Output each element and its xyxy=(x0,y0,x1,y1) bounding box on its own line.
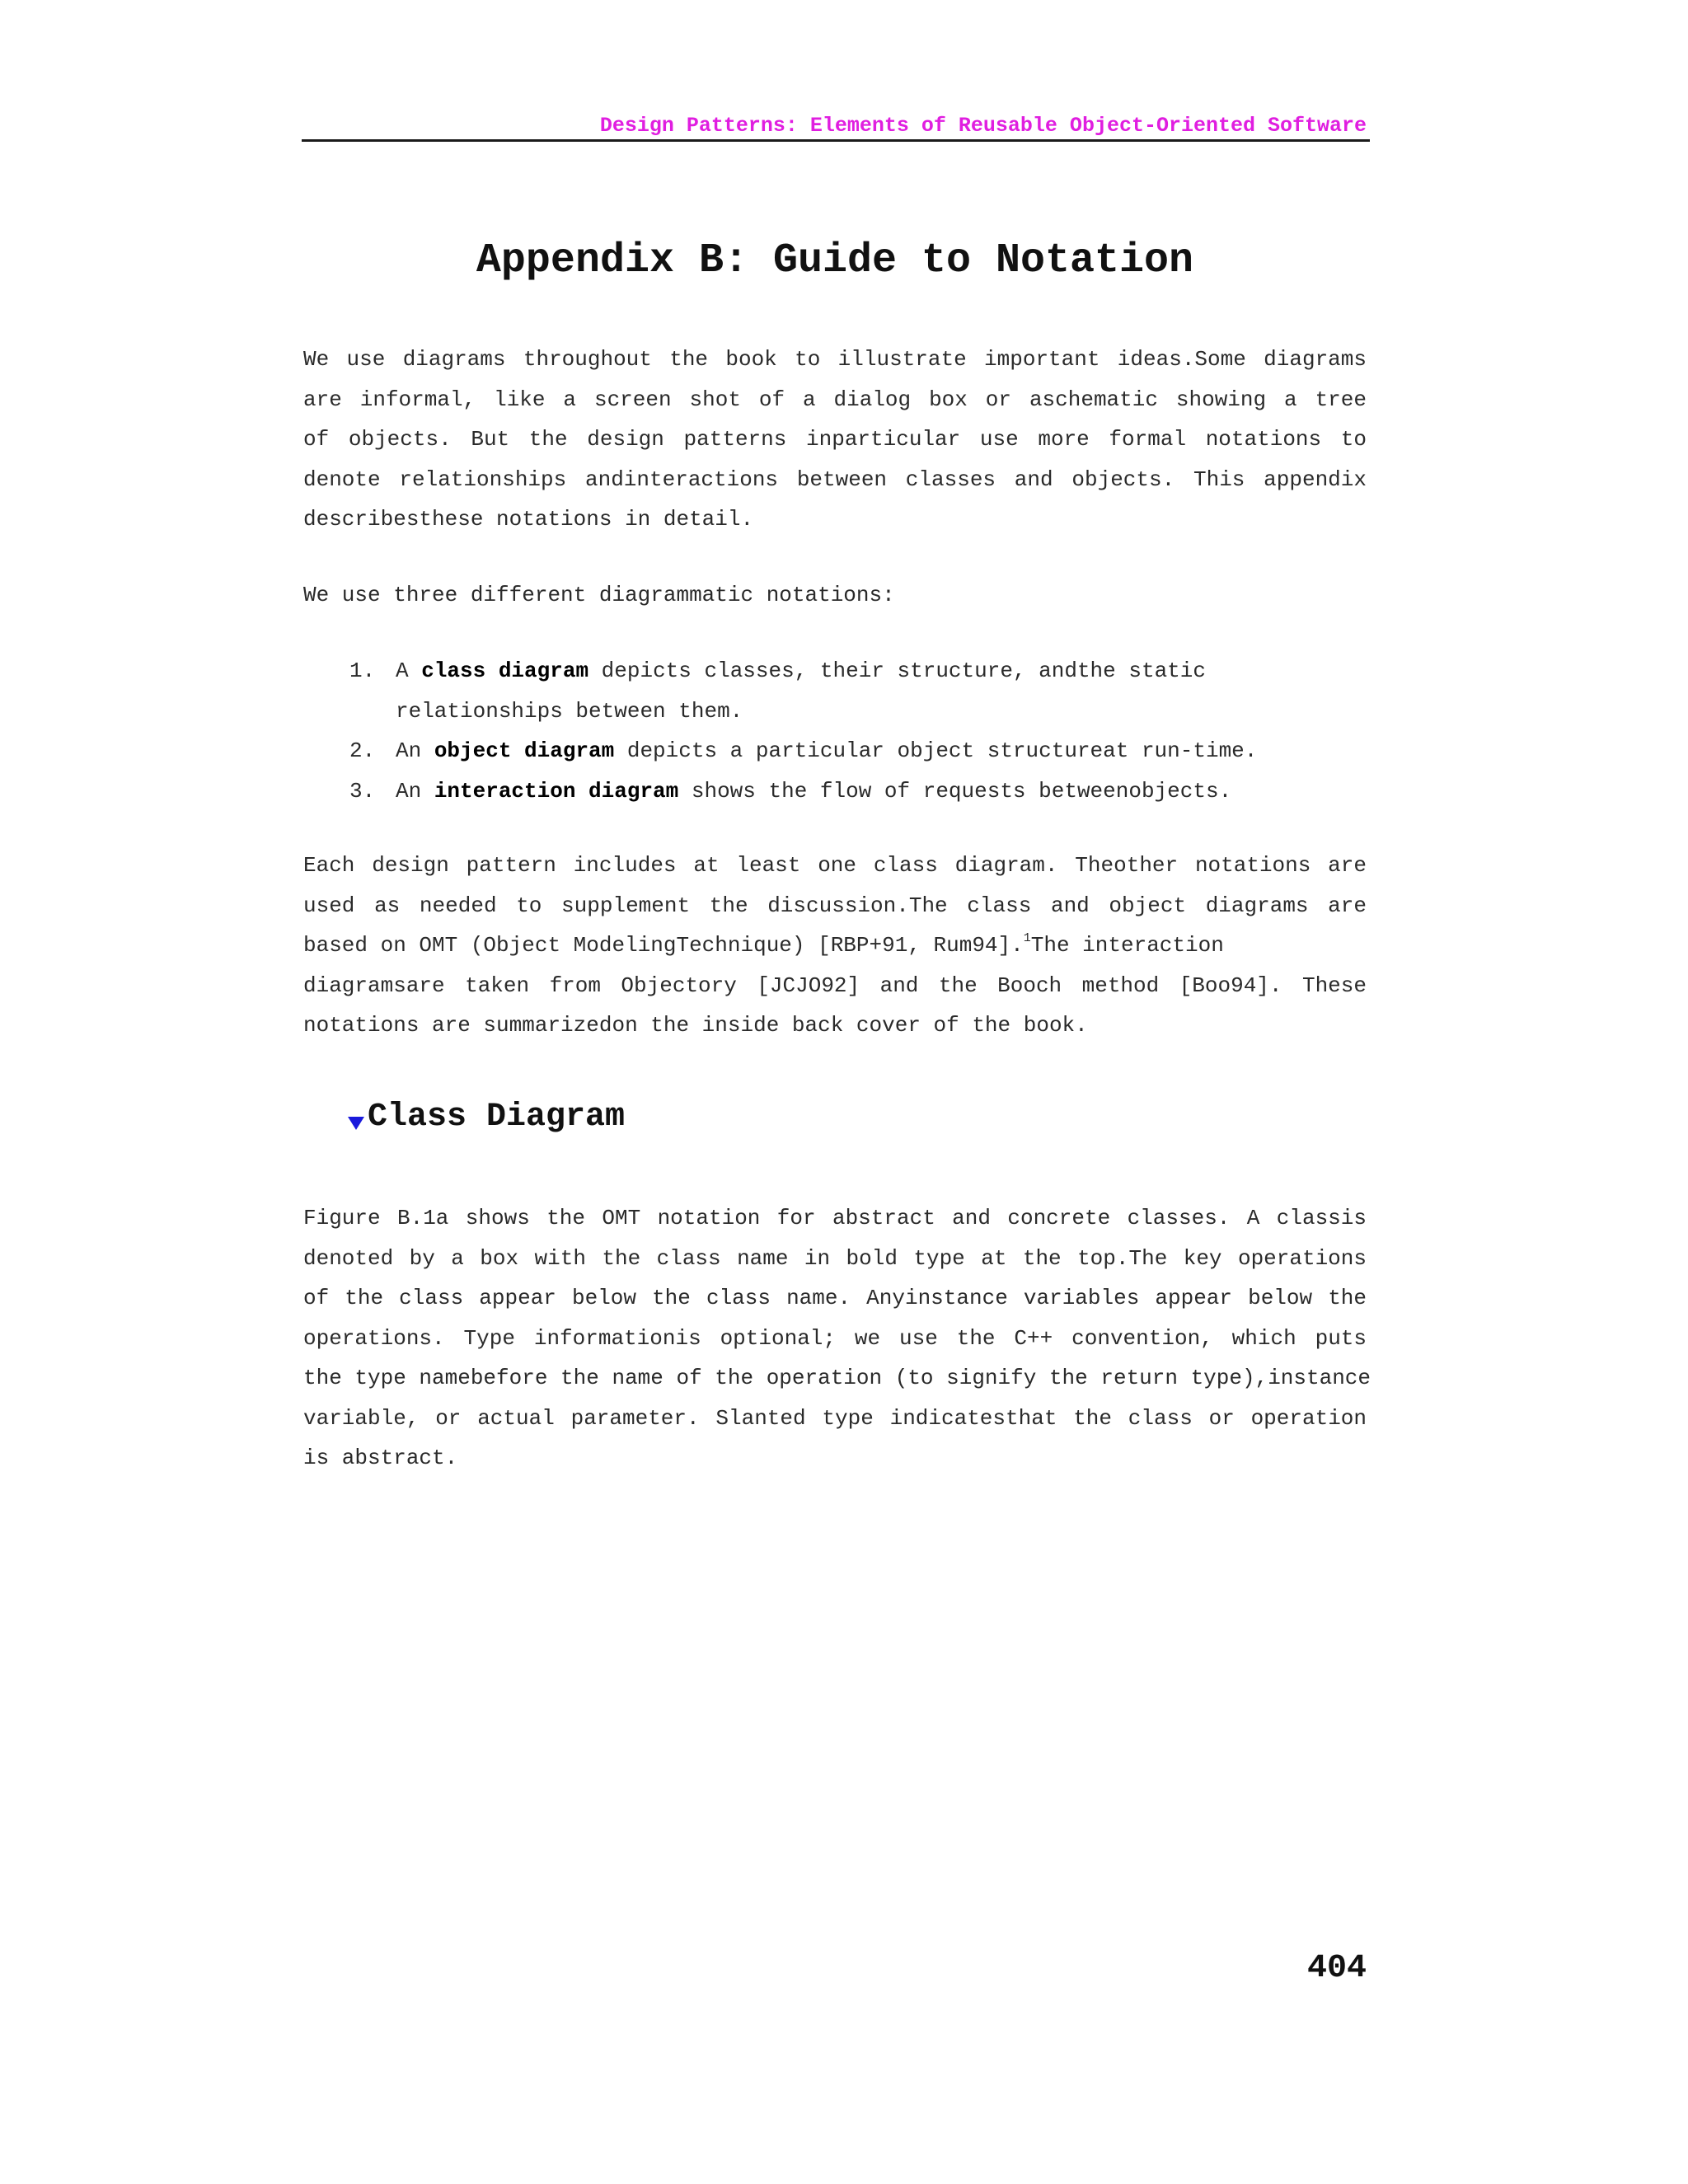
list-item-continuation: relationships between them. xyxy=(396,698,743,724)
section-title: Class Diagram xyxy=(368,1099,626,1136)
list-item-term: interaction diagram xyxy=(434,778,679,804)
triangle-down-icon[interactable] xyxy=(346,1101,366,1147)
paragraph-class-diagram xyxy=(303,1198,1372,1479)
list-item xyxy=(303,771,1367,812)
list-item xyxy=(303,651,1367,731)
paragraph-line: Figure B.1a shows the OMT notation for abstract and concrete classes. A classis xyxy=(303,1206,1367,1230)
paragraph-line: notations are summarizedon the inside back cover of the book. xyxy=(303,1013,1088,1038)
notations-intro-text: We use three different diagrammatic notations: xyxy=(303,583,895,607)
list-item-body xyxy=(396,651,1360,731)
paragraph-line-text: based on OMT (Object ModelingTechnique) [RBP+91, Rum94]. xyxy=(303,933,1024,958)
list-item-prefix: An xyxy=(396,778,434,804)
triangle-down-icon-graphic xyxy=(346,1115,366,1132)
list-item-term: object diagram xyxy=(434,738,615,763)
paragraph-line: the type namebefore the name of the operation (to signify the return type),instance xyxy=(303,1366,1372,1390)
intro-line: of objects. But the design patterns inparticular use more formal notations to xyxy=(303,427,1367,452)
page-title: Appendix B: Guide to Notation xyxy=(476,237,1194,284)
paragraph-line: operations. Type informationis optional; we use the C++ convention, which puts xyxy=(303,1325,1367,1351)
paragraph-line: variable, or actual parameter. Slanted type indicatesthat the class or operation xyxy=(303,1405,1367,1431)
paragraph-line: used as needed to supplement the discussion.The class and object diagrams are xyxy=(303,893,1367,918)
paragraph-line xyxy=(303,926,1367,966)
notations-list xyxy=(303,651,1367,811)
paragraph-line: is abstract. xyxy=(303,1446,458,1470)
intro-line: denote relationships andinteractions between classes and objects. This appendix xyxy=(303,466,1367,492)
paragraph-line: diagramsare taken from Objectory [JCJO92] and the Booch method [Boo94]. These xyxy=(303,972,1367,998)
section-heading xyxy=(346,1094,625,1147)
list-item-text: shows the flow of requests betweenobjects. xyxy=(678,778,1232,804)
list-item-body xyxy=(396,731,1360,771)
list-item-text: depicts classes, their structure, andthe static xyxy=(588,658,1206,683)
list-item-number: 2. xyxy=(349,738,376,763)
list-item-prefix: An xyxy=(396,738,434,763)
paragraph-line: denoted by a box with the class name in bold type at the top.The key operations xyxy=(303,1245,1367,1271)
header-rule xyxy=(302,139,1370,142)
list-item-text: depicts a particular object structureat run-time. xyxy=(614,738,1258,763)
list-item xyxy=(303,731,1367,771)
paragraph-line: of the class appear below the class name. Anyinstance variables appear below the xyxy=(303,1286,1367,1310)
page-number: 404 xyxy=(1306,1950,1367,1987)
list-item-prefix: A xyxy=(396,658,422,683)
list-item-term: class diagram xyxy=(421,658,589,683)
notations-intro xyxy=(303,575,1367,616)
paragraph-line-text: The interaction xyxy=(1030,933,1224,958)
intro-line: We use diagrams throughout the book to illustrate important ideas.Some diagrams xyxy=(303,347,1367,372)
intro-line: are informal, like a screen shot of a dialog box or aschematic showing a tree xyxy=(303,387,1367,412)
footnote-reference[interactable]: 1 xyxy=(1023,931,1031,945)
running-header: Design Patterns: Elements of Reusable Object-Oriented Software xyxy=(599,114,1367,138)
list-item-number: 1. xyxy=(349,658,376,683)
list-item-number: 3. xyxy=(349,778,376,804)
intro-line: describesthese notations in detail. xyxy=(303,507,754,532)
intro-paragraph xyxy=(303,340,1367,540)
list-item-body xyxy=(396,771,1360,812)
paragraph-line: Each design pattern includes at least one class diagram. Theother notations are xyxy=(303,853,1367,878)
paragraph-notations-usage xyxy=(303,846,1367,1046)
